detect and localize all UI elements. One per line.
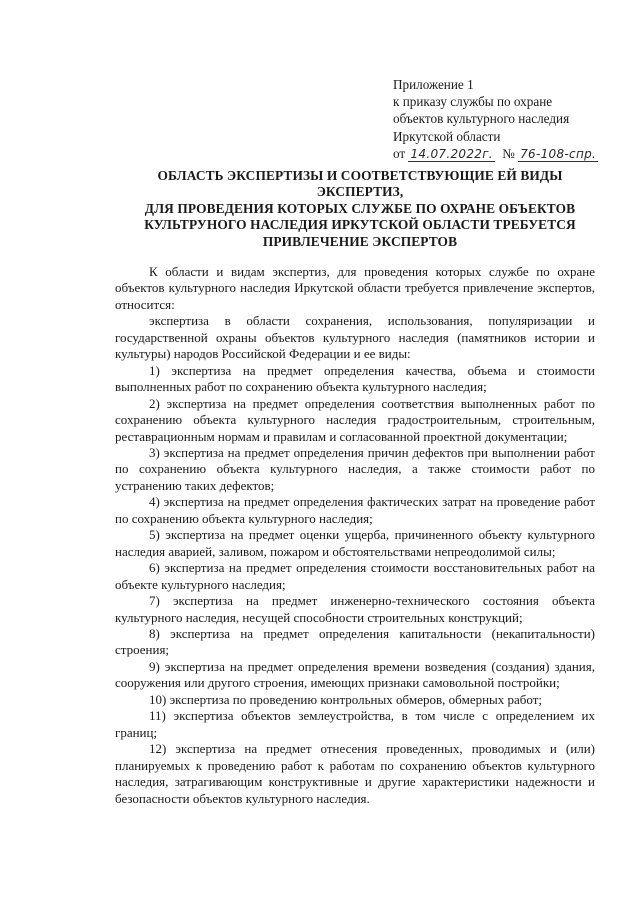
list-item: 3) экспертиза на предмет определения причин дефектов при выполнении работ по сохранению объекта культурного наследия, а также стоимости работ по устранению таких дефектов;	[115, 444, 595, 493]
appendix-authority-line: объектов культурного наследия	[393, 111, 570, 127]
title-line-4: КУЛЬТРУНОГО НАСЛЕДИЯ ИРКУТСКОЙ ОБЛАСТИ ТРЕБУЕТСЯ	[144, 217, 576, 233]
title-line-2: ЭКСПЕРТИЗ,	[316, 184, 404, 200]
appendix-title: Приложение 1	[393, 77, 474, 92]
handwritten-number: 76-108-спр.	[520, 146, 597, 161]
title-line-1: ОБЛАСТЬ ЭКСПЕРТИЗЫ И СООТВЕТСТВУЮЩИЕ ЕЙ ВИДЫ	[157, 168, 563, 183]
list-item: 1) экспертиза на предмет определения качества, объема и стоимости выполненных работ по сохранению объекта культурного наследия;	[115, 362, 595, 395]
handwritten-date: 14.07.2022г.	[410, 146, 493, 161]
number-prefix: №	[502, 145, 515, 161]
title-line-3: ДЛЯ ПРОВЕДЕНИЯ КОТОРЫХ СЛУЖБЕ ПО ОХРАНЕ ОБЪЕКТОВ	[144, 200, 576, 216]
scope-paragraph: экспертиза в области сохранения, использования, популяризации и государственной охраны объектов культурного наследия (памятников истории и культуры) народов Российской Федерации и ее виды:	[115, 313, 595, 362]
list-item: 7) экспертиза на предмет инженерно-технического состояния объекта культурного наследия, несущей способности строительных конструкций;	[115, 593, 595, 625]
list-item: 5) экспертиза на предмет оценки ущерба, причиненного объекту культурного наследия аварией, заливом, пожаром и обстоятельствами непреодолимой силы;	[115, 527, 595, 559]
date-prefix: от	[393, 145, 406, 161]
list-item: 8) экспертиза на предмет определения капитальности (некапитальности) строения;	[115, 625, 595, 658]
list-item: 2) экспертиза на предмет определения соответствия выполненных работ по сохранению объекта культурного наследия градостроительным, строительным, реставрационным нормам и правилам и согласованной проектной документации;	[115, 395, 595, 444]
appendix-region-line: Иркутской области	[393, 128, 501, 144]
list-item: 9) экспертиза на предмет определения времени возведения (создания) здания, сооружения или другого строения, имеющих признаки самовольной постройки;	[115, 658, 595, 691]
appendix-block	[393, 76, 628, 162]
title-line-5: ПРИВЛЕЧЕНИЕ ЭКСПЕРТОВ	[262, 233, 458, 249]
intro-paragraph: К области и видам экспертиз, для проведения которых службе по охране объектов культурного наследия Иркутской области требуется привлечение экспертов, относится:	[115, 264, 595, 312]
list-item: 4) экспертиза на предмет определения фактических затрат на проведение работ по сохранению объекта культурного наследия;	[115, 494, 595, 526]
appendix-order-ref: к приказу службы по охране	[393, 94, 553, 110]
document-body	[115, 264, 595, 807]
list-item: 6) экспертиза на предмет определения стоимости восстановительных работ на объекте культурного наследия;	[115, 560, 595, 592]
list-item: 10) экспертиза по проведению контрольных обмеров, обмерных работ;	[149, 691, 543, 707]
list-item: 11) экспертиза объектов землеустройства, в том числе с определением их границ;	[115, 708, 595, 740]
document-title	[100, 168, 620, 250]
appendix-date-number-row	[393, 145, 628, 162]
list-item: 12) экспертиза на предмет отнесения проведенных, проводимых и (или) планируемых к проведению работ к работам по сохранению объектов культурного наследия, затрагивающим конструктивные и другие характеристики надежности и безопасности объектов культурного наследия.	[115, 741, 595, 806]
